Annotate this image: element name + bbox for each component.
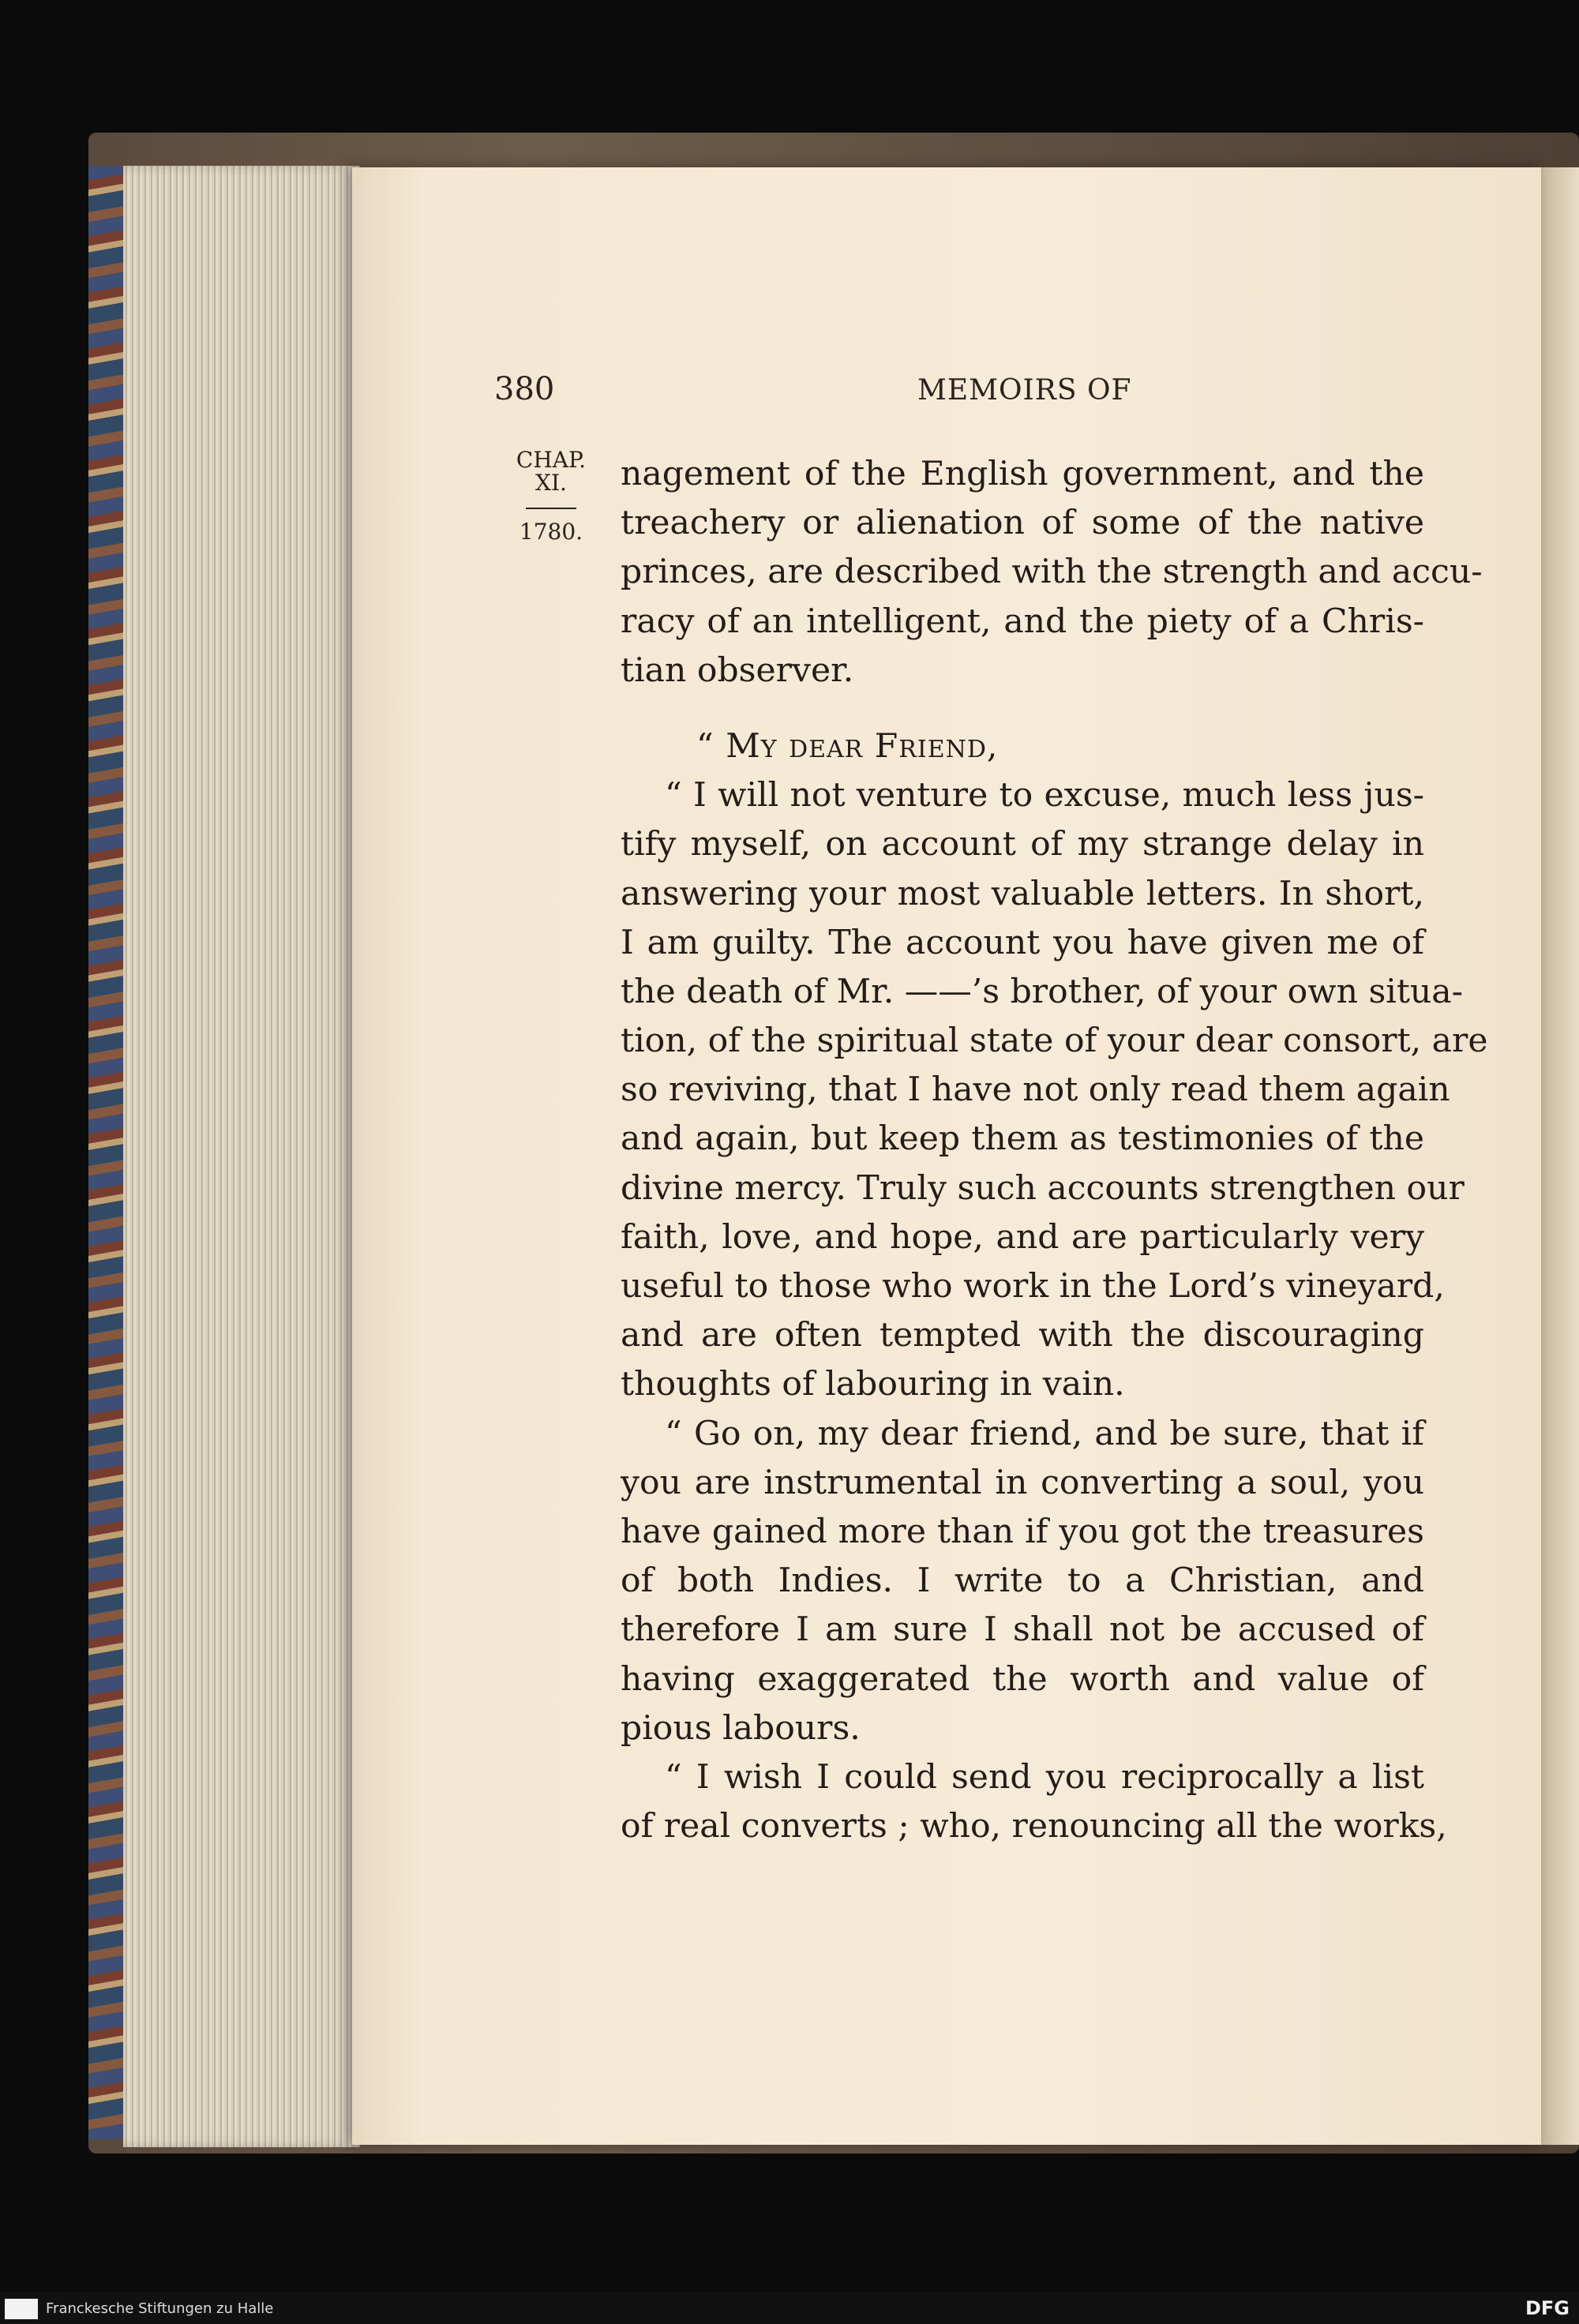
text-line: of both Indies. I write to a Christian, and bbox=[621, 1561, 1424, 1601]
text-line: nagement of the English government, and the bbox=[621, 455, 1424, 493]
footer-credit: Franckesche Stiftungen zu Halle bbox=[46, 2300, 274, 2317]
text-line: racy of an intelligent, and the piety of a Chris- bbox=[621, 602, 1424, 641]
letter-salutation: “ My dear Friend, bbox=[696, 726, 999, 766]
facing-page-edge bbox=[1541, 167, 1579, 2145]
text-line: of real converts ; who, renouncing all the works, bbox=[621, 1807, 1447, 1846]
page-header bbox=[494, 371, 1426, 418]
text-line: you are instrumental in converting a soul, you bbox=[621, 1463, 1424, 1502]
text-line: useful to those who work in the Lord’s vineyard, bbox=[621, 1267, 1445, 1306]
text-line: tian observer. bbox=[621, 650, 854, 690]
text-line: have gained more than if you got the treasures bbox=[621, 1512, 1424, 1551]
marbled-endpaper bbox=[88, 166, 128, 2139]
chapter-label: CHAP. bbox=[516, 447, 587, 473]
margin-note bbox=[504, 448, 598, 543]
text-line: so reviving, that I have not only read them again bbox=[621, 1070, 1450, 1110]
text-line: I am guilty. The account you have given me of bbox=[621, 923, 1424, 962]
text-line: princes, are described with the strength and accu- bbox=[621, 553, 1483, 592]
text-line: the death of Mr. ——’s brother, of your own situa- bbox=[621, 972, 1464, 1011]
text-line: and are often tempted with the discouraging bbox=[621, 1316, 1424, 1355]
text-line: thoughts of labouring in vain. bbox=[621, 1365, 1125, 1404]
text-line: “ I will not venture to excuse, much less jus- bbox=[665, 776, 1424, 815]
chapter-number: XI. bbox=[535, 470, 567, 497]
text-line: treachery or alienation of some of the native bbox=[621, 504, 1424, 543]
text-line: therefore I am sure I shall not be accused of bbox=[621, 1610, 1424, 1650]
text-line: answering your most valuable letters. In short, bbox=[621, 874, 1424, 913]
text-line: “ I wish I could send you reciprocally a list bbox=[665, 1757, 1424, 1797]
text-line: divine mercy. Truly such accounts strengthen our bbox=[621, 1168, 1465, 1208]
running-head: MEMOIRS OF bbox=[917, 374, 1132, 407]
page-number: 380 bbox=[494, 371, 555, 407]
institution-logo-icon bbox=[5, 2299, 38, 2319]
dfg-badge: DFG bbox=[1525, 2297, 1570, 2319]
text-line: tion, of the spiritual state of your dear consort, are bbox=[621, 1021, 1488, 1061]
text-line: and again, but keep them as testimonies of the bbox=[621, 1119, 1424, 1159]
page-edges bbox=[123, 166, 360, 2147]
margin-year: 1780. bbox=[519, 518, 583, 545]
margin-rule bbox=[526, 508, 576, 509]
text-line: pious labours. bbox=[621, 1708, 861, 1748]
body-text bbox=[621, 450, 1488, 1851]
text-line: faith, love, and hope, and are particularly very bbox=[621, 1217, 1424, 1257]
text-line: tify myself, on account of my strange delay in bbox=[621, 825, 1424, 864]
text-line: having exaggerated the worth and value of bbox=[621, 1659, 1424, 1699]
text-line: “ Go on, my dear friend, and be sure, that if bbox=[665, 1414, 1424, 1453]
footer-bar bbox=[0, 2292, 1579, 2324]
